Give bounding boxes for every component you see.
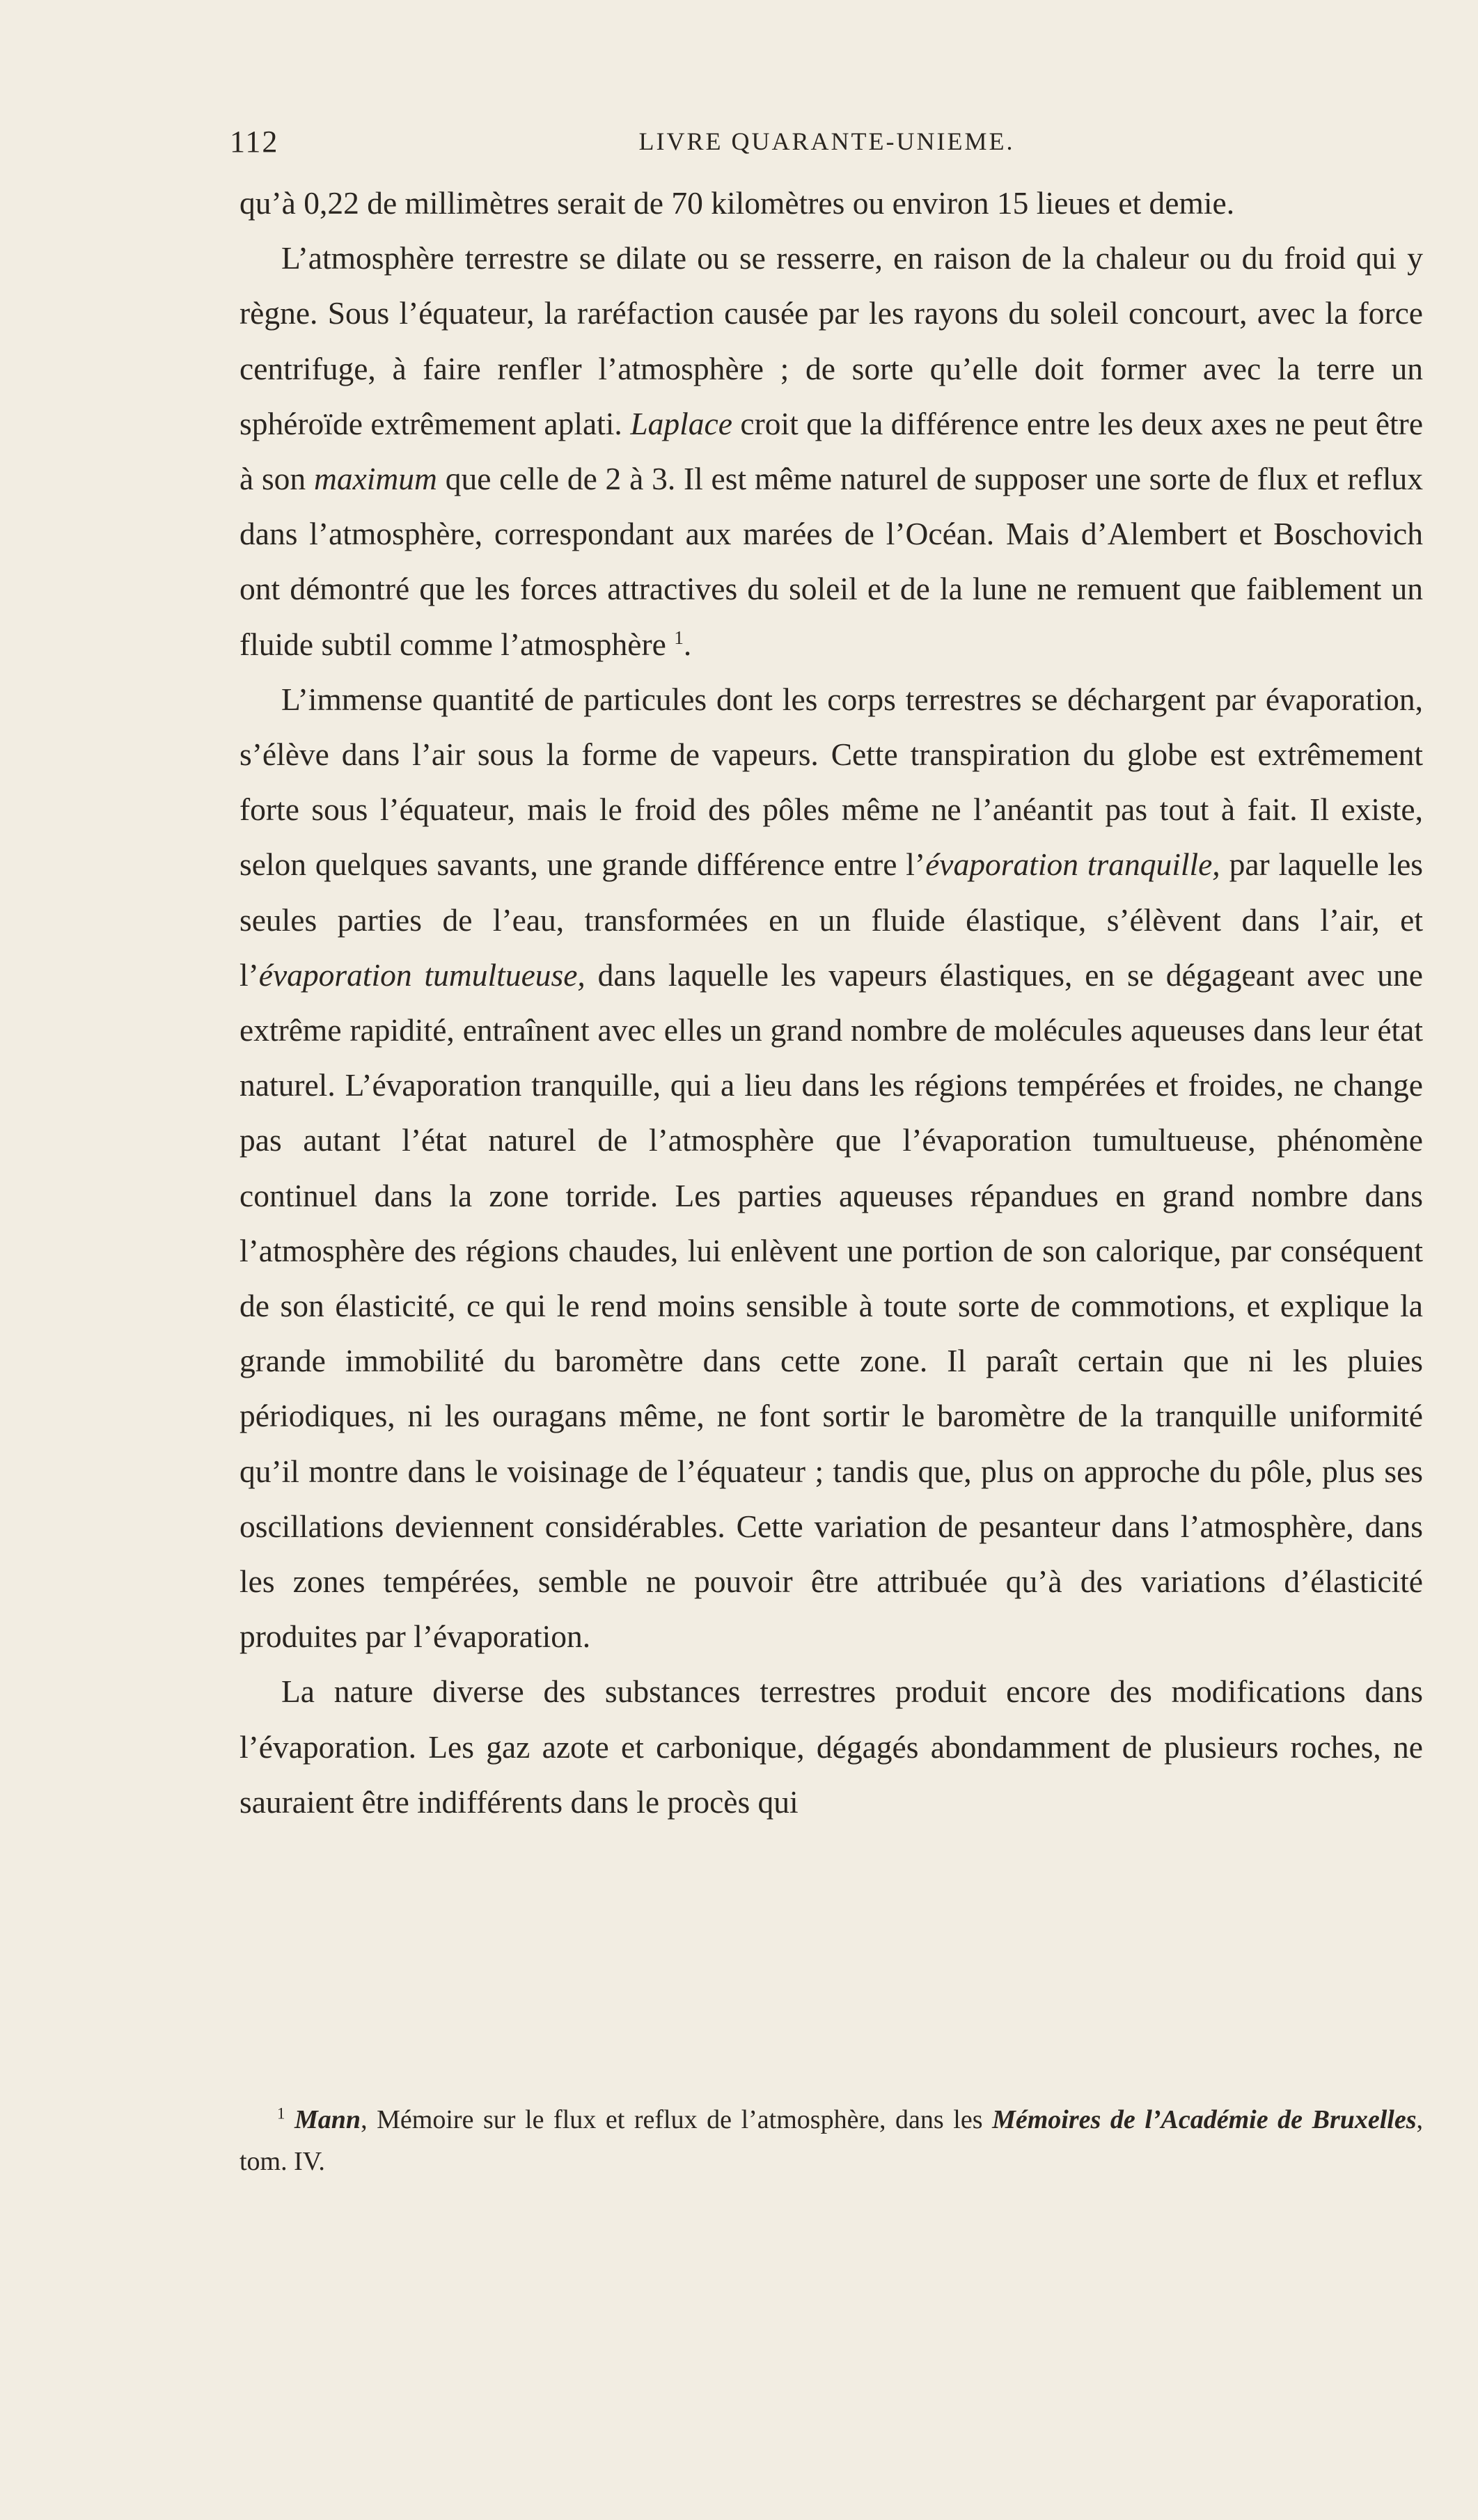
- text-run: croit que la différence entre les deux axes ne peut être à son: [239, 405, 1424, 497]
- bold-italic-wrapper: [992, 2105, 1416, 2134]
- italic-text: évaporation tumultueuse,: [258, 956, 585, 993]
- text-run: qu’à 0,22 de millimètres serait de 70 kilomètres ou environ 15 lieues et demie.: [239, 185, 1235, 221]
- footnote: [239, 2099, 1423, 2182]
- text-run: , Mémoire sur le flux et reflux de l’atmosphère, dans les: [361, 2105, 993, 2134]
- paragraph: [239, 175, 1423, 230]
- text-run: par laquelle les seules parties de l’eau, transformées en un fluide élastique, s’élèvent dans l’air, et l’: [239, 846, 1423, 993]
- text-run: L’immense quantité de particules dont les corps terrestres se déchargent par évaporation, s’élève dans l’air sous la forme de vapeurs. Cette transpiration du globe est extrêmement forte sous l’équateur, mais le froid des pôles même ne l’anéantit pas tout à fait. Il existe, selon quelques savants, une grande différence entre l’: [239, 681, 1423, 883]
- footnotes: [239, 2099, 1423, 2182]
- running-head: [230, 124, 1424, 166]
- paragraph: [239, 230, 1423, 672]
- footnote-marker: 1: [674, 627, 684, 648]
- bold-italic-text: Mémoires de l’Académie de Bruxelles: [992, 2105, 1417, 2134]
- text-run: .: [683, 626, 692, 662]
- page-number: 112: [230, 125, 279, 159]
- paragraph: [239, 672, 1423, 1664]
- text-run: dans laquelle les vapeurs élastiques, en se dégageant avec une extrême rapidité, entraînent avec elles un grand nombre de molécules aqueuses dans leur état naturel. L’évaporation tranquille, qui a lieu dans les régions tempérées et froides, ne change pas autant l’état naturel de l’atmosphère que l’évaporation tumultueuse, phénomène continuel dans la zone torride. Les parties aqueuses répandues en grand nombre dans l’atmosphère des régions chaudes, lui enlèvent une portion de son calorique, par conséquent de son élasticité, ce qui le rend moins sensible à toute sorte de commotions, et explique la grande immobilité du baromètre dans cette zone. Il paraît certain que ni les pluies périodiques, ni les ouragans même, ne font sortir le baromètre de la tranquille uniformité qu’il montre dans le voisinage de l’équateur ; tandis que, plus on approche du pôle, plus ses oscillations deviennent considérables. Cette variation de pesanteur dans l’atmosphère, dans les zones tempérées, semble ne pouvoir être attribuée qu’à des variations d’élasticité produites par l’évaporation.: [239, 956, 1423, 1655]
- paragraph: [239, 1664, 1423, 1829]
- text-run: La nature diverse des substances terrestres produit encore des modifications dans l’évaporation. Les gaz azote et carbonique, dégagés abondamment de plusieurs roches, ne sauraient être indifférents dans le procès qui: [239, 1674, 1423, 1820]
- text-run: , tom. IV.: [239, 2105, 1424, 2176]
- bold-italic-text: Mann: [294, 2105, 361, 2134]
- body-text: [239, 175, 1423, 1829]
- bold-italic-wrapper: [294, 2105, 361, 2134]
- italic-text: évaporation tranquille,: [925, 846, 1220, 883]
- footnote-marker: 1: [277, 2104, 285, 2123]
- running-title: LIVRE QUARANTE-UNIEME.: [638, 127, 1015, 155]
- text-run: [285, 2105, 294, 2134]
- italic-text: Laplace: [630, 405, 732, 441]
- italic-text: maximum: [313, 461, 437, 497]
- text-run: L’atmosphère terrestre se dilate ou se resserre, en raison de la chaleur ou du froid qui y règne. Sous l’équateur, la raréfaction causée par les rayons du soleil concourt, avec la force centrifuge, à faire renfler l’atmosphère ; de sorte qu’elle doit former avec la terre un sphéroïde extrêmement aplati.: [239, 240, 1423, 441]
- text-run: que celle de 2 à 3. Il est même naturel de supposer une sorte de flux et reflux dans l’atmosphère, correspondant aux marées de l’Océan. Mais d’Alembert et Boschovich ont démontré que les forces attractives du soleil et de la lune ne remuent que faiblement un fluide subtil comme l’atmosphère: [239, 461, 1423, 662]
